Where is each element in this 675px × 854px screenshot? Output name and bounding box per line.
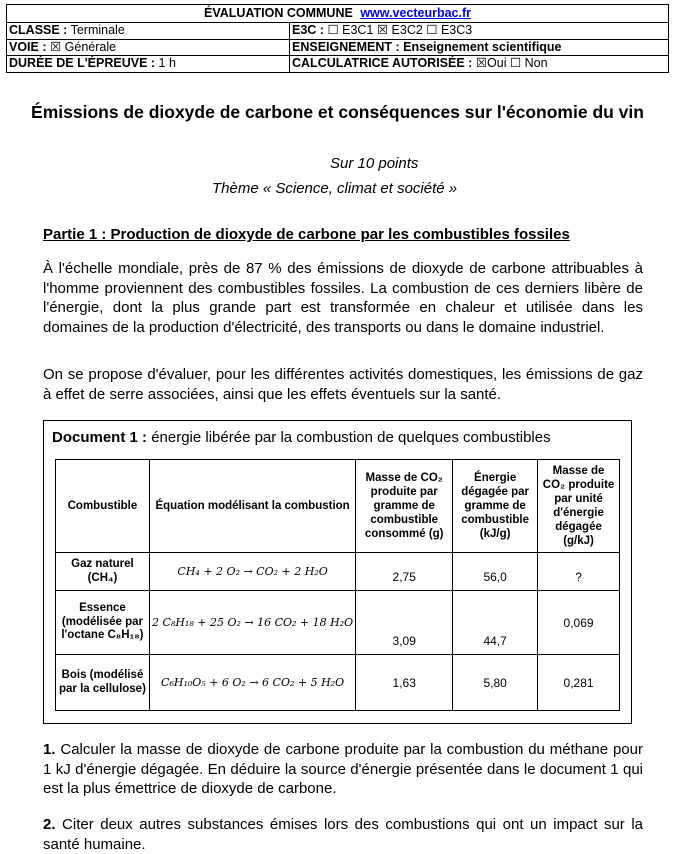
question-2-text: Citer deux autres substances émises lors des combustions qui ont un impact sur la santé humaine. (43, 816, 643, 853)
combustion-table (55, 459, 620, 711)
question-2-number: 2. (43, 816, 56, 833)
combustible-cell: Bois (modélisé par la cellulose) (56, 655, 150, 711)
masse-cell: 2,75 (356, 553, 453, 591)
calculatrice-cell: CALCULATRICE AUTORISÉE : ☒Oui ☐ Non (292, 56, 548, 70)
ratio-cell: 0,069 (538, 591, 620, 655)
header-ratio: Masse de CO₂ produite par unité d'énergie dégagée (g/kJ) (538, 460, 620, 553)
table-row (56, 655, 620, 711)
classe-cell: CLASSE : Terminale (7, 23, 290, 39)
enseignement-cell: ENSEIGNEMENT : Enseignement scientifique (290, 39, 669, 56)
document-1-box (43, 420, 632, 724)
e3c-cell: E3C : ☐ E3C1 ☒ E3C2 ☐ E3C3 (290, 23, 669, 39)
header-table (7, 23, 668, 72)
masse-cell: 3,09 (356, 591, 453, 655)
objective-paragraph: On se propose d'évaluer, pour les différentes activités domestiques, les émissions de gaz à effet de serre associées, ainsi que les effets éventuels sur la santé. (43, 366, 643, 403)
duree-cell: DURÉE DE L'ÉPREUVE : 1 h (7, 56, 290, 72)
header-masse-co2: Masse de CO₂ produite par gramme de combustible consommé (g) (356, 460, 453, 553)
question-1 (43, 740, 643, 799)
header-title-row (7, 5, 668, 23)
document-1-label: Document 1 : (52, 429, 148, 446)
question-1-number: 1. (43, 741, 56, 758)
header-energie: Énergie dégagée par gramme de combustible (kJ/g) (453, 460, 538, 553)
document-1-caption: énergie libérée par la combustion de quelques combustibles (151, 429, 551, 446)
combustible-cell: Essence (modélisée par l'octane C₈H₁₈) (56, 591, 150, 655)
energie-cell: 56,0 (453, 553, 538, 591)
equation-cell: CH₄ + 2 O₂ → CO₂ + 2 H₂O (149, 553, 355, 591)
ratio-cell: 0,281 (538, 655, 620, 711)
energie-cell: 5,80 (453, 655, 538, 711)
exam-header (6, 4, 669, 73)
document-1-title (52, 429, 551, 446)
header-equation: Équation modélisant la combustion (149, 460, 355, 553)
intro-paragraph: À l'échelle mondiale, près de 87 % des émissions de dioxyde de carbone attribuables à l'homme proviennent des combustibles fossiles. La combustion de ces derniers libère de l'énergie, dont la plus grande part est transformée en chaleur et utilisée dans les domaines de la production d'électricité, des transports ou dans le domaine industriel. (43, 260, 643, 336)
voie-cell: VOIE : ☒ Générale (7, 39, 290, 56)
equation-cell: 2 C₈H₁₈ + 25 O₂ → 16 CO₂ + 18 H₂O (149, 591, 355, 655)
main-title: Émissions de dioxyde de carbone et conséquences sur l'économie du vin (31, 102, 644, 122)
table-row (56, 553, 620, 591)
header-combustible: Combustible (56, 460, 150, 553)
energie-cell: 44,7 (453, 591, 538, 655)
masse-cell: 1,63 (356, 655, 453, 711)
points-label: Sur 10 points (330, 155, 419, 172)
table-header-row (56, 460, 620, 553)
eval-label: ÉVALUATION COMMUNE (203, 6, 353, 20)
theme-label: Thème « Science, climat et société » (212, 180, 458, 197)
question-1-text: Calculer la masse de dioxyde de carbone produite par la combustion du méthane pour 1 kJ d'énergie dégagée. En déduire la source d'énergie présentée dans le document 1 qui est la plus émettrice de dioxyde de carbone. (43, 741, 643, 797)
table-row (56, 591, 620, 655)
part1-title: Partie 1 : Production de dioxyde de carbone par les combustibles fossiles (43, 226, 570, 243)
combustible-cell: Gaz naturel (CH₄) (56, 553, 150, 591)
question-2 (43, 815, 643, 854)
equation-cell: C₆H₁₀O₅ + 6 O₂ → 6 CO₂ + 5 H₂O (149, 655, 355, 711)
site-link[interactable]: www.vecteurbac.fr (360, 6, 471, 20)
ratio-cell: ? (538, 553, 620, 591)
